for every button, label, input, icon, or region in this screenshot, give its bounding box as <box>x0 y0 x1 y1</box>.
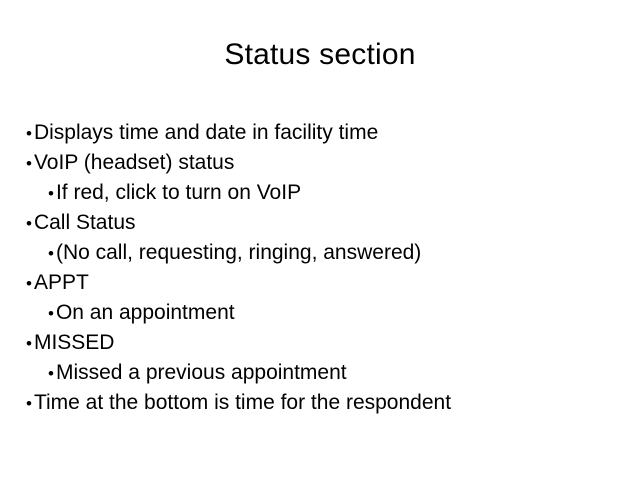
list-item-label: If red, click to turn on VoIP <box>55 181 302 204</box>
list-item-label: Displays time and date in facility time <box>33 121 379 144</box>
list-item <box>26 148 626 178</box>
bullet-icon: • <box>48 244 54 263</box>
list-item <box>26 358 626 388</box>
list-item <box>26 208 626 238</box>
list-item-label: VoIP (headset) status <box>33 151 235 174</box>
bullet-icon: • <box>48 304 54 323</box>
list-item-label: Missed a previous appointment <box>55 361 347 384</box>
bullet-icon: • <box>48 364 54 383</box>
list-item <box>26 238 626 268</box>
list-item-label: On an appointment <box>55 301 235 324</box>
bullet-icon: • <box>48 184 54 203</box>
list-item <box>26 388 626 418</box>
list-item-label: Call Status <box>33 211 136 234</box>
bullet-icon: • <box>26 274 32 293</box>
bullet-icon: • <box>26 394 32 413</box>
list-item-label: Time at the bottom is time for the respondent <box>33 391 452 414</box>
list-item <box>26 328 626 358</box>
list-item-label: MISSED <box>33 331 115 354</box>
bullet-list <box>26 118 626 418</box>
list-item <box>26 298 626 328</box>
page-title: Status section <box>224 38 416 71</box>
bullet-icon: • <box>26 154 32 173</box>
list-item-label: APPT <box>33 271 89 294</box>
list-item-label: (No call, requesting, ringing, answered) <box>55 241 422 264</box>
list-item <box>26 178 626 208</box>
list-item <box>26 118 626 148</box>
list-item <box>26 268 626 298</box>
bullet-icon: • <box>26 334 32 353</box>
bullet-icon: • <box>26 214 32 233</box>
bullet-icon: • <box>26 124 32 143</box>
